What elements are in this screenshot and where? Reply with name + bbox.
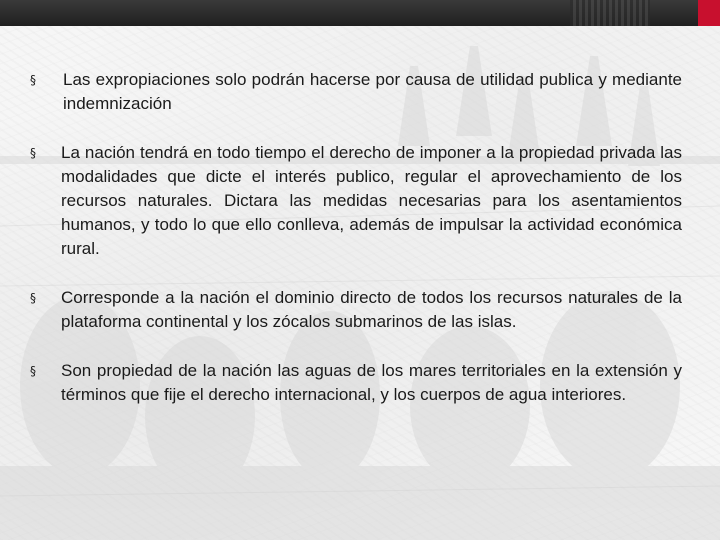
top-header-bar (0, 0, 720, 26)
bullet-item (30, 286, 682, 334)
red-accent-block (698, 0, 720, 26)
bullet-marker: § (30, 364, 36, 378)
bullet-text: Corresponde a la nación el dominio directo de todos los recursos naturales de la plataforma continental y los zócalos submarinos de las islas. (61, 288, 682, 331)
bullet-item (30, 359, 682, 407)
bullet-marker: § (30, 146, 36, 160)
header-texture (570, 0, 650, 26)
bullet-text: Son propiedad de la nación las aguas de los mares territoriales en la extensión y términos que fije el derecho internacional, y los cuerpos de agua interiores. (61, 361, 682, 404)
slide-content (30, 68, 682, 432)
bullet-item (30, 141, 682, 261)
bullet-text: Las expropiaciones solo podrán hacerse por causa de utilidad publica y mediante indemnización (63, 70, 682, 113)
bullet-item (30, 68, 682, 116)
bullet-marker: § (30, 291, 36, 305)
bullet-marker: § (30, 73, 36, 87)
bullet-text: La nación tendrá en todo tiempo el derecho de imponer a la propiedad privada las modalidades que dicte el interés publico, regular el aprovechamiento de los recursos naturales. Dictara las medidas necesarias para los asentamientos humanos, y todo lo que ello conlleva, además de impulsar la actividad económica rural. (61, 143, 682, 258)
